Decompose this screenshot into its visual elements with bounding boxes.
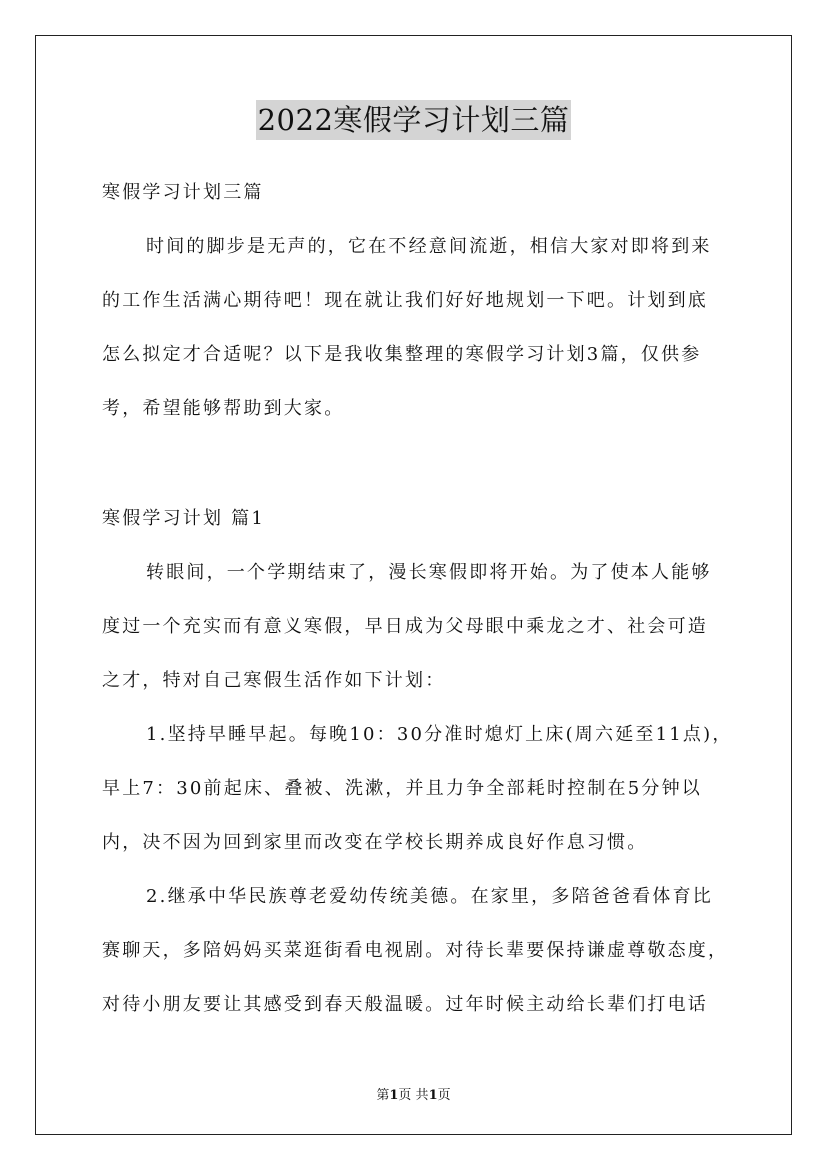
page-footer [0,1084,827,1103]
para1-line-2: 度过一个充实而有意义寒假，早日成为父母眼中乘龙之才、社会可造 [102,616,708,637]
section-heading: 寒假学习计划 篇1 [102,508,265,529]
intro-line-2: 的工作生活满心期待吧！现在就让我们好好地规划一下吧。计划到底 [102,290,708,311]
subtitle: 寒假学习计划三篇 [102,182,264,203]
para1-line-1: 转眼间，一个学期结束了，漫长寒假即将开始。为了使本人能够 [146,562,712,583]
intro-line-1: 时间的脚步是无声的，它在不经意间流逝，相信大家对即将到来 [146,236,712,257]
footer-total-pages: 1 [428,1088,438,1103]
footer-mid: 页 共 [398,1088,429,1103]
item2-line-1: 2.继承中华民族尊老爱幼传统美德。在家里，多陪爸爸看体育比 [146,886,713,907]
para1-line-3: 之才，特对自己寒假生活作如下计划： [102,670,446,691]
item1-line-3: 内，决不因为回到家里而改变在学校长期养成良好作息习惯。 [102,832,648,853]
footer-suffix: 页 [437,1088,451,1103]
title-container [0,100,827,140]
item2-line-3: 对待小朋友要让其感受到春天般温暖。过年时候主动给长辈们打电话 [102,994,708,1015]
footer-page-number: 1 [389,1088,399,1103]
item2-line-2: 赛聊天，多陪妈妈买菜逛街看电视剧。对待长辈要保持谦虚尊敬态度， [102,940,729,961]
document-title: 2022寒假学习计划三篇 [256,100,572,140]
footer-prefix: 第 [376,1088,390,1103]
intro-line-3: 怎么拟定才合适呢？以下是我收集整理的寒假学习计划3篇，仅供参 [102,344,702,365]
item1-line-2: 早上7：30前起床、叠被、洗漱，并且力争全部耗时控制在5分钟以 [102,778,703,799]
item1-line-1: 1.坚持早睡早起。每晚10：30分准时熄灯上床(周六延至11点)， [146,724,733,745]
intro-line-4: 考，希望能够帮助到大家。 [102,398,345,419]
